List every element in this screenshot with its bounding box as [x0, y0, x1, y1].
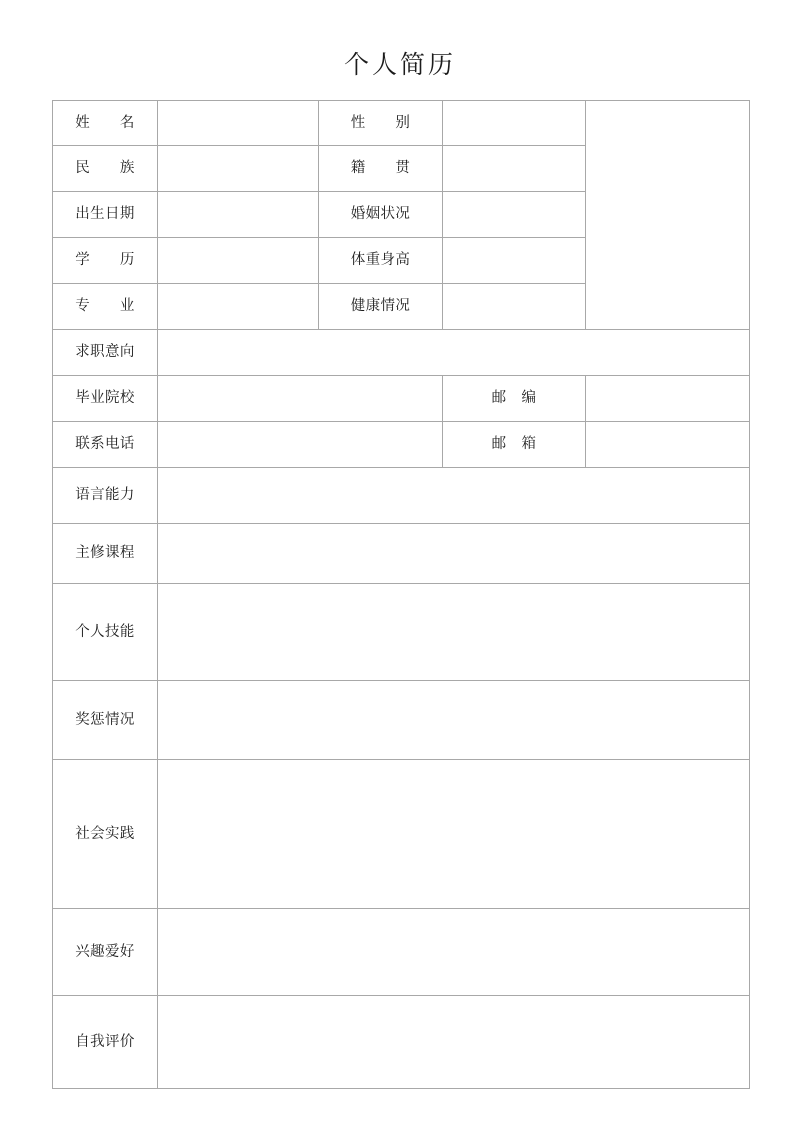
label-weight-height: 体重身高 [319, 238, 443, 284]
photo-placeholder[interactable] [586, 101, 750, 330]
label-birthdate: 出生日期 [53, 192, 158, 238]
field-native-place[interactable] [443, 146, 586, 192]
field-main-courses[interactable] [158, 524, 750, 584]
field-language-ability[interactable] [158, 468, 750, 524]
label-marital-status: 婚姻状况 [319, 192, 443, 238]
table-row [53, 422, 750, 468]
field-education[interactable] [158, 238, 319, 284]
label-native-place: 籍 贯 [319, 146, 443, 192]
label-job-intent: 求职意向 [53, 330, 158, 376]
table-row [53, 330, 750, 376]
label-personal-skills: 个人技能 [53, 584, 158, 681]
label-ethnicity: 民 族 [53, 146, 158, 192]
field-job-intent[interactable] [158, 330, 750, 376]
label-gender: 性 别 [319, 101, 443, 146]
label-email: 邮 箱 [443, 422, 586, 468]
table-row [53, 996, 750, 1089]
label-phone: 联系电话 [53, 422, 158, 468]
field-birthdate[interactable] [158, 192, 319, 238]
field-weight-height[interactable] [443, 238, 586, 284]
field-postcode[interactable] [586, 376, 750, 422]
field-major[interactable] [158, 284, 319, 330]
resume-table [52, 100, 750, 1089]
table-row [53, 376, 750, 422]
label-social-practice: 社会实践 [53, 760, 158, 909]
field-marital-status[interactable] [443, 192, 586, 238]
field-ethnicity[interactable] [158, 146, 319, 192]
label-self-evaluation: 自我评价 [53, 996, 158, 1089]
label-awards-penalties: 奖惩情况 [53, 681, 158, 760]
label-major: 专 业 [53, 284, 158, 330]
field-gender[interactable] [443, 101, 586, 146]
page-title: 个人简历 [343, 50, 456, 79]
table-row [53, 584, 750, 681]
field-phone[interactable] [158, 422, 443, 468]
label-name: 姓 名 [53, 101, 158, 146]
table-row [53, 101, 750, 146]
field-self-evaluation[interactable] [158, 996, 750, 1089]
table-row [53, 760, 750, 909]
label-hobbies: 兴趣爱好 [53, 909, 158, 996]
field-personal-skills[interactable] [158, 584, 750, 681]
table-row [53, 468, 750, 524]
field-school[interactable] [158, 376, 443, 422]
table-row [53, 909, 750, 996]
field-health[interactable] [443, 284, 586, 330]
label-main-courses: 主修课程 [53, 524, 158, 584]
field-email[interactable] [586, 422, 750, 468]
field-hobbies[interactable] [158, 909, 750, 996]
field-name[interactable] [158, 101, 319, 146]
table-row [53, 524, 750, 584]
label-postcode: 邮 编 [443, 376, 586, 422]
label-education: 学 历 [53, 238, 158, 284]
table-row [53, 681, 750, 760]
field-social-practice[interactable] [158, 760, 750, 909]
label-health: 健康情况 [319, 284, 443, 330]
label-language-ability: 语言能力 [53, 468, 158, 524]
field-awards-penalties[interactable] [158, 681, 750, 760]
label-school: 毕业院校 [53, 376, 158, 422]
